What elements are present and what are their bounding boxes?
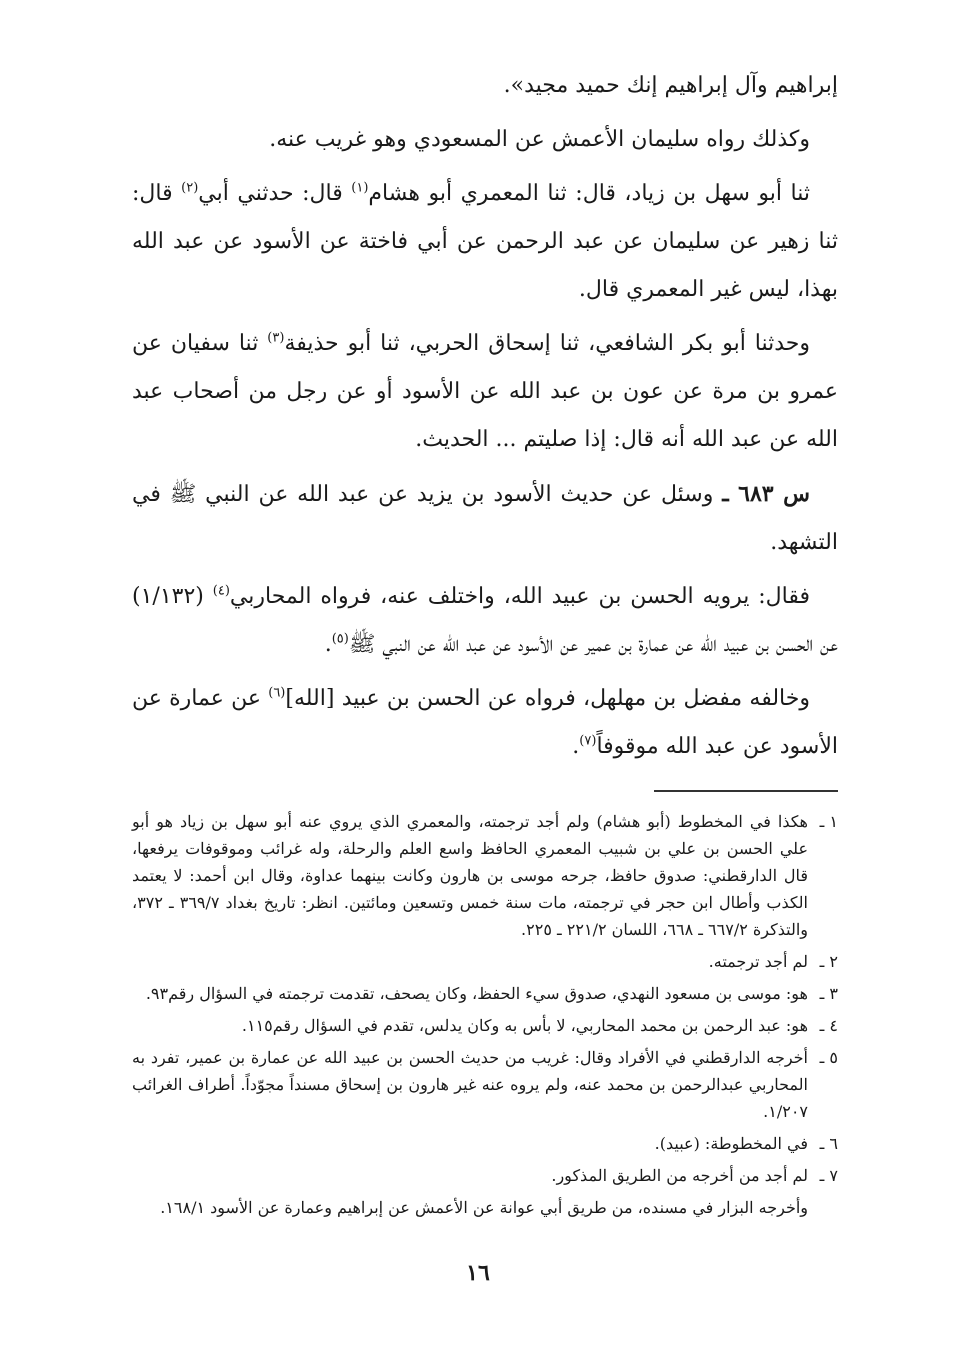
footnote-number: ٤ ـ [819,1016,838,1035]
footnote-ref-2[interactable]: (٢) [181,180,199,196]
question-number: س ٦٨٣ ـ [722,481,811,507]
footnote-7-continuation [132,1194,838,1221]
footnote-6 [132,1130,838,1157]
footnote-number: ٦ ـ [819,1134,838,1153]
footnote-2 [132,948,838,975]
footnote-3 [132,980,838,1007]
question-683: س ٦٨٣ ـ وسئل عن حديث الأسود بن يزيد عن عبد الله عن النبي ﷺ في التشهد. [132,481,838,555]
footnote-7 [132,1162,838,1189]
footnote-number: ١ ـ [819,812,838,831]
paragraph-4: وحدثنا أبو بكر الشافعي، ثنا إسحاق الحربي، ثنا أبو حذيفة$^{(٣)}$ ثنا سفيان عن عمرو بن مرة عن عون بن عبد الله عن الأسود أو عن رجل من أصحاب عبد الله عن عبد الله أنه قال: إذا صليتم ... الحديث. [132,330,838,452]
footnote-text: هو: عبد الرحمن بن محمد المحاربي، لا بأس به وكان يدلس، تقدم في السؤال رقم١١٥. [241,1016,808,1035]
footnote-ref-1[interactable]: (١) [351,180,369,196]
footnote-text: هكذا في المخطوط (أبو هشام) ولم أجد ترجمته، والمعمري الذي يروي عنه أبو سهل بن زياد هو أبو علي الحسن بن علي بن شبيب المعمري الحافظ واسع العلم والرحلة، وله غرائب وموقوفات يرفعها، قال الدارقطني: صدوق حافظ، جرحه موسى بن هارون وكانت بينهما عداوة، وقال ابن أحمد: لا يعتمد الكذب وأطال ابن حجر في ترجمته، مات سنة خمس وتسعين ومائتين. انظر: تاريخ بغداد ٣٦٩/٧ ـ ٣٧٢، والتذكرة ٦٦٧/٢ ـ ٦٦٨، اللسان ٢٢١/٢ ـ ٢٢٥. [132,812,809,939]
footnote-text: وأخرجه البزار في مسنده، من طريق أبي عوانة عن الأعمش عن إبراهيم وعمارة عن الأسود ١٦٨/١. [160,1198,808,1217]
footnote-1 [132,808,838,943]
footnote-text: لم أجد من أخرجه من الطريق المذكور. [551,1166,808,1185]
paragraph-3: ثنا أبو سهل بن زياد، قال: ثنا المعمري أبو هشام$^{(١)}$ قال: حدثني أبي$^{(٢)}$ قال: ثنا زهير عن سليمان عن عبد الرحمن عن أبي فاختة عن الأسود عن عبد الله بهذا، ليس غير المعمري قال. [132,180,838,302]
footnote-text: هو: موسى بن مسعود النهدي، صدوق سيء الحفظ، وكان يصحف، تقدمت ترجمته في السؤال رقم٩٣. [145,984,808,1003]
footnote-ref-4[interactable]: (٤) [212,583,230,599]
paragraph-2: وكذلك رواه سليمان الأعمش عن المسعودي وهو غريب عنه. [269,127,810,152]
footnote-number: ٧ ـ [819,1166,838,1185]
footnote-number: ٢ ـ [819,952,838,971]
footnote-ref-6[interactable]: (٦) [268,685,286,701]
footnote-number: ٣ ـ [819,984,838,1003]
paragraph-1: إبراهيم وآل إبراهيم إنك حميد مجيد». [503,73,838,98]
footnote-ref-5[interactable]: (٥) [331,631,349,647]
footnote-text: لم أجد ترجمته. [708,952,808,971]
footnote-5 [132,1044,838,1125]
footnote-4 [132,1012,838,1039]
paragraph-6: وخالفه مفضل بن مهلهل، فرواه عن الحسن بن عبيد [الله]$^{(٦)}$ عن عمارة عن الأسود عن عبد الله موقوفاً$^{(٧)}$. [132,685,838,759]
paragraph-5: فقال: يرويه الحسن بن عبيد الله، واختلف عنه، فرواه المحاربي$^{(٤)}$ (١/١٣٢) عن الحسن بن عبيد الله عن عمارة بن عمير عن الأسود عن عبد الله عن النبي ﷺ$^{(٥)}$. [132,583,838,657]
footnote-ref-3[interactable]: (٣) [267,330,285,346]
footnote-number: ٥ ـ [819,1048,838,1067]
footnote-text: أخرجه الدارقطني في الأفراد وقال: غريب من حديث الحسن بن عبيد الله عن عمارة بن عمير، تفرد به المحاربي عبدالرحمن بن محمد عنه، ولم يروه عنه غير هارون بن إسحاق مسنداً مجوّداً. أطراف الغرائب ١/٢٠٧. [132,1048,808,1121]
footnote-text: في المخطوطة: (عبيد). [654,1134,808,1153]
footnote-ref-7[interactable]: (٧) [579,733,597,749]
footnote-separator [654,790,838,792]
main-text [132,62,838,777]
page-number: ١٦ [466,1260,490,1286]
footnotes [132,808,838,1226]
